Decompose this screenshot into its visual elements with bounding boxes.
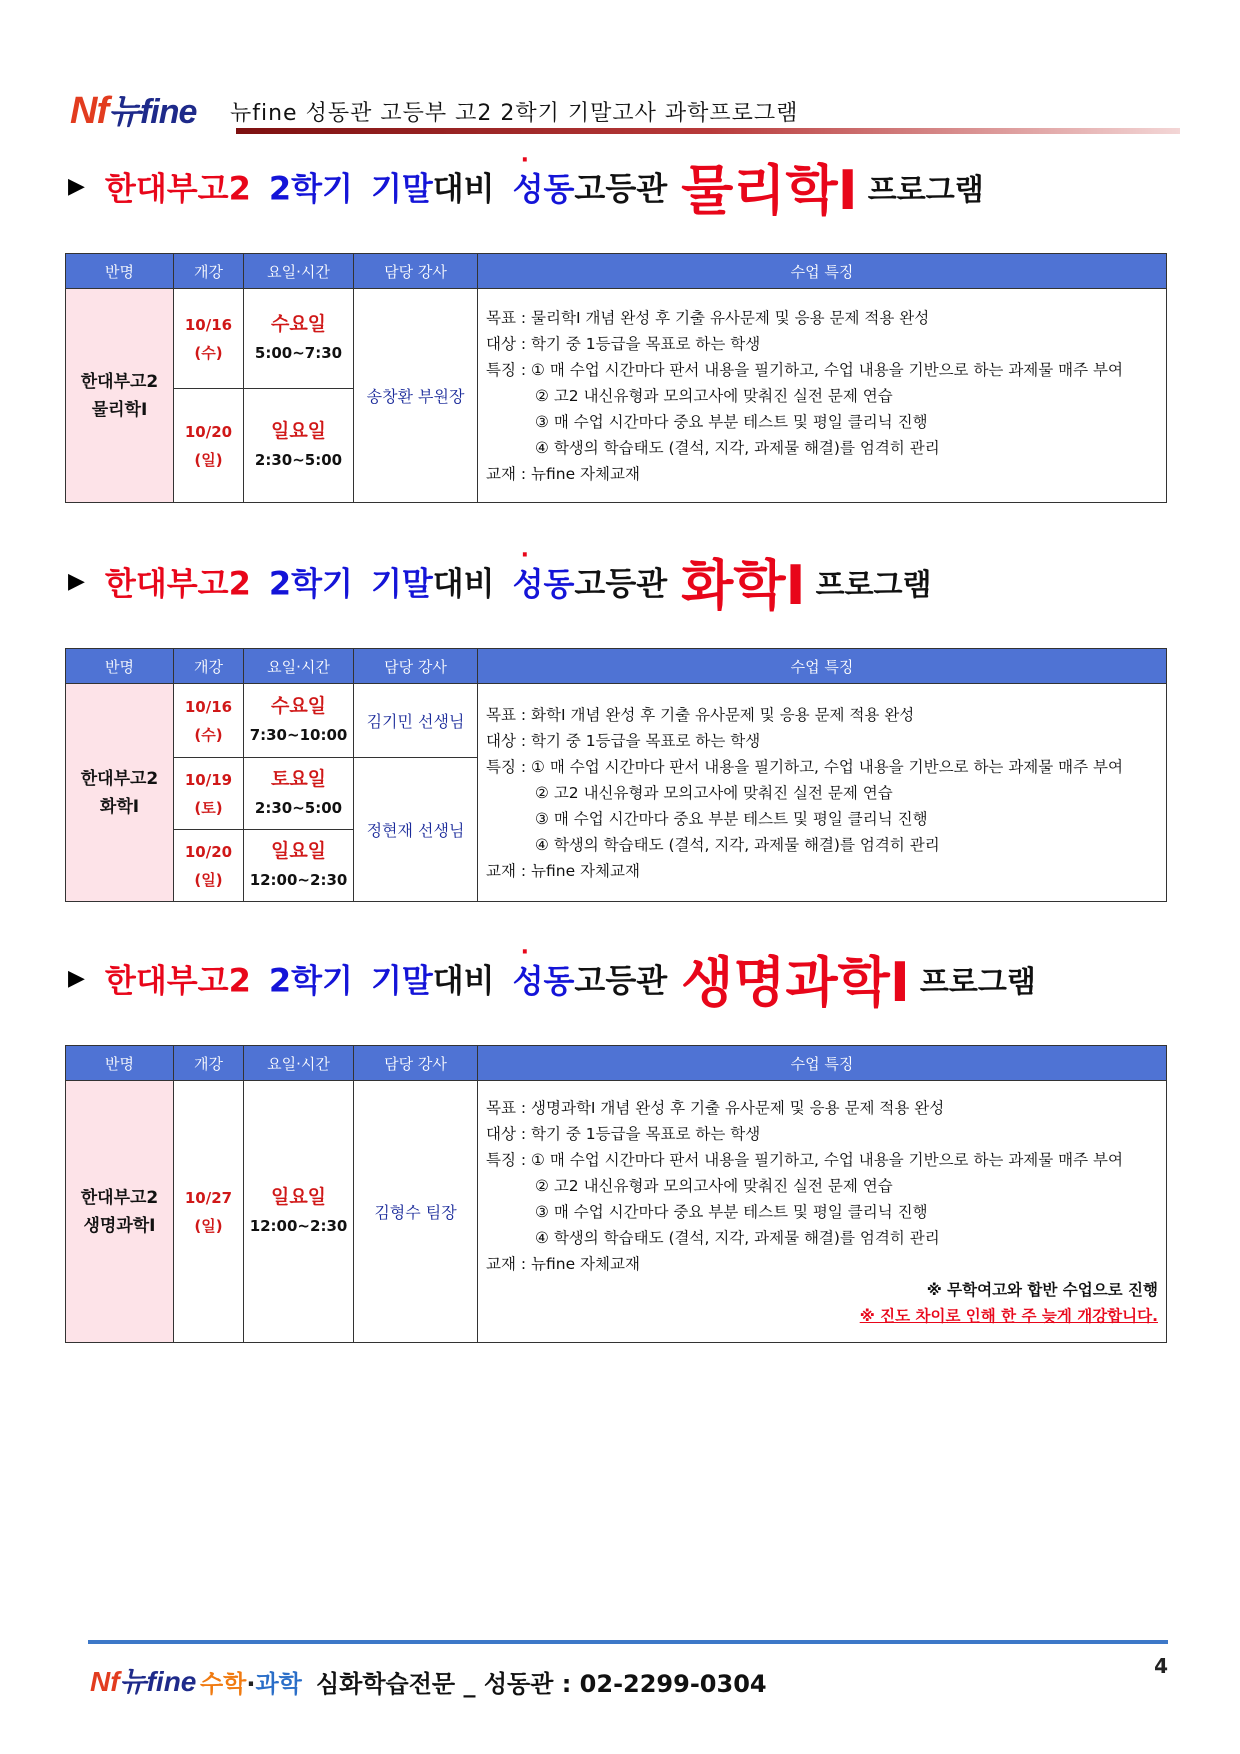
title-campus-a: 성동 — [512, 564, 575, 603]
schedule-table-biology — [65, 1045, 1167, 1343]
col-teacher: 담당 강사 — [354, 1046, 478, 1081]
teacher-name: 김형수 팀장 — [354, 1081, 478, 1343]
title-subject: 생명과학Ⅰ — [681, 951, 910, 1014]
triangle-right-icon: ▶ — [68, 966, 85, 991]
triangle-right-icon: ▶ — [68, 174, 85, 199]
feature-goal: 목표 : 생명과학Ⅰ 개념 완성 후 기출 유사문제 및 응용 문제 적용 완성 — [486, 1098, 945, 1117]
col-features: 수업 특징 — [478, 1046, 1167, 1081]
weekday: 일요일 — [270, 1186, 327, 1208]
title-period-b: 대비 — [432, 961, 495, 1000]
class-line1: 한대부고2 — [80, 1187, 159, 1208]
col-time: 요일·시간 — [244, 649, 354, 684]
col-teacher: 담당 강사 — [354, 254, 478, 289]
class-name — [66, 289, 174, 503]
col-class: 반명 — [66, 254, 174, 289]
feature-item: ② 고2 내신유형과 모의고사에 맞춰진 실전 문제 연습 — [535, 1176, 893, 1195]
time-range: 2:30~5:00 — [254, 799, 343, 817]
open-day: (수) — [194, 725, 223, 744]
title-period-a: 기말 — [370, 961, 433, 1000]
open-date — [174, 1081, 244, 1343]
logo-text: 뉴fine — [119, 1666, 197, 1697]
section-title-chemistry — [68, 543, 932, 617]
time-range: 7:30~10:00 — [249, 726, 348, 744]
title-term: 2학기 — [268, 564, 353, 603]
feature-item: 특징 : ① 매 수업 시간마다 판서 내용을 필기하고, 수업 내용을 기반으로 하는 과제물 매주 부여 — [486, 757, 1123, 776]
table-header-row — [66, 254, 1167, 289]
title-subject: 물리학Ⅰ — [681, 159, 858, 222]
logo-text: 뉴fine — [108, 93, 197, 131]
title-campus-a: 성동 — [512, 961, 575, 1000]
title-suffix: 프로그램 — [815, 567, 932, 603]
class-time — [244, 1081, 354, 1343]
table-header-row — [66, 649, 1167, 684]
class-line2: 물리학Ⅰ — [91, 399, 148, 420]
title-period-b: 대비 — [432, 564, 495, 603]
feature-item: 특징 : ① 매 수업 시간마다 판서 내용을 필기하고, 수업 내용을 기반으로 하는 과제물 매주 부여 — [486, 360, 1123, 379]
class-time — [244, 758, 354, 830]
feature-item: ② 고2 내신유형과 모의고사에 맞춰진 실전 문제 연습 — [535, 783, 893, 802]
feature-goal: 목표 : 물리학Ⅰ 개념 완성 후 기출 유사문제 및 응용 문제 적용 완성 — [486, 308, 930, 327]
open-day: (일) — [194, 450, 223, 469]
teacher-name: 김기민 선생님 — [354, 684, 478, 758]
col-class: 반명 — [66, 1046, 174, 1081]
title-suffix: 프로그램 — [867, 172, 984, 208]
class-line2: 화학Ⅰ — [99, 796, 140, 817]
schedule-table-chemistry — [65, 648, 1167, 902]
class-features — [478, 684, 1167, 902]
feature-item: 특징 : ① 매 수업 시간마다 판서 내용을 필기하고, 수업 내용을 기반으로 하는 과제물 매주 부여 — [486, 1150, 1123, 1169]
logo-mark: Nf — [70, 90, 109, 132]
class-features — [478, 1081, 1167, 1343]
table-row — [66, 1081, 1167, 1343]
table-row — [66, 684, 1167, 758]
time-range: 5:00~7:30 — [254, 344, 343, 362]
open-date — [174, 758, 244, 830]
col-open: 개강 — [174, 649, 244, 684]
open-date — [174, 830, 244, 902]
feature-item: ④ 학생의 학습태도 (결석, 지각, 과제물 해결)를 엄격히 관리 — [535, 1228, 940, 1247]
col-teacher: 담당 강사 — [354, 649, 478, 684]
title-term: 2학기 — [268, 961, 353, 1000]
footer-contact: 심화학습전문 _ 성동관 : 02-2299-0304 — [316, 1670, 767, 1698]
class-features — [478, 289, 1167, 503]
time-range: 2:30~5:00 — [254, 451, 343, 469]
title-campus-b: 고등관 — [574, 169, 668, 208]
tag-separator: · — [246, 1670, 256, 1698]
feature-item: ③ 매 수업 시간마다 중요 부분 테스트 및 평일 클리닉 진행 — [535, 412, 928, 431]
brand-logo — [70, 84, 196, 133]
open-day: (토) — [194, 798, 223, 817]
feature-item: ③ 매 수업 시간마다 중요 부분 테스트 및 평일 클리닉 진행 — [535, 1202, 928, 1221]
feature-goal: 목표 : 화학Ⅰ 개념 완성 후 기출 유사문제 및 응용 문제 적용 완성 — [486, 705, 915, 724]
weekday: 수요일 — [270, 695, 327, 717]
open-day: (일) — [194, 1216, 223, 1235]
note-late-start: ※ 진도 차이로 인해 한 주 늦게 개강합니다. — [859, 1306, 1158, 1325]
title-suffix: 프로그램 — [919, 964, 1036, 1000]
logo-mark: Nf — [90, 1666, 120, 1697]
time-range: 12:00~2:30 — [249, 871, 348, 889]
page-header — [70, 78, 1180, 138]
open-date — [174, 684, 244, 758]
class-time — [244, 684, 354, 758]
col-features: 수업 특징 — [478, 254, 1167, 289]
title-school: 한대부고2 — [104, 961, 251, 1000]
open-date-value: 10/16 — [184, 697, 233, 716]
title-period-a: 기말 — [370, 169, 433, 208]
col-class: 반명 — [66, 649, 174, 684]
feature-item: ③ 매 수업 시간마다 중요 부분 테스트 및 평일 클리닉 진행 — [535, 809, 928, 828]
table-header-row — [66, 1046, 1167, 1081]
feature-target: 대상 : 학기 중 1등급을 목표로 하는 학생 — [486, 731, 761, 750]
weekday: 토요일 — [270, 768, 327, 790]
note-joint-class: ※ 무학여고와 합반 수업으로 진행 — [926, 1280, 1158, 1299]
weekday: 일요일 — [270, 840, 327, 862]
col-time: 요일·시간 — [244, 1046, 354, 1081]
section-title-physics — [68, 148, 984, 222]
title-campus-a: 성동 — [512, 169, 575, 208]
class-time — [244, 389, 354, 503]
open-date-value: 10/16 — [184, 315, 233, 334]
title-term: 2학기 — [268, 169, 353, 208]
col-time: 요일·시간 — [244, 254, 354, 289]
open-date-value: 10/20 — [184, 842, 233, 861]
title-period-a: 기말 — [370, 564, 433, 603]
class-name — [66, 684, 174, 902]
open-date-value: 10/27 — [184, 1188, 233, 1207]
feature-book: 교재 : 뉴fine 자체교재 — [486, 464, 640, 483]
feature-target: 대상 : 학기 중 1등급을 목표로 하는 학생 — [486, 334, 761, 353]
footer-tag — [200, 1664, 302, 1699]
feature-target: 대상 : 학기 중 1등급을 목표로 하는 학생 — [486, 1124, 761, 1143]
open-date — [174, 289, 244, 389]
class-time — [244, 289, 354, 389]
feature-item: ② 고2 내신유형과 모의고사에 맞춰진 실전 문제 연습 — [535, 386, 893, 405]
title-subject: 화학Ⅰ — [681, 554, 806, 617]
table-row — [66, 289, 1167, 389]
open-date-value: 10/19 — [184, 770, 233, 789]
open-date — [174, 389, 244, 503]
teacher-name: 송창환 부원장 — [354, 289, 478, 503]
footer-divider — [88, 1640, 1168, 1644]
title-school: 한대부고2 — [104, 564, 251, 603]
feature-item: ④ 학생의 학습태도 (결석, 지각, 과제물 해결)를 엄격히 관리 — [535, 438, 940, 457]
col-open: 개강 — [174, 254, 244, 289]
feature-item: ④ 학생의 학습태도 (결석, 지각, 과제물 해결)를 엄격히 관리 — [535, 835, 940, 854]
header-divider — [236, 128, 1180, 134]
schedule-table-physics — [65, 253, 1167, 503]
class-line2: 생명과학Ⅰ — [83, 1215, 156, 1236]
title-campus-b: 고등관 — [574, 961, 668, 1000]
open-date-value: 10/20 — [184, 422, 233, 441]
title-period-b: 대비 — [432, 169, 495, 208]
weekday: 일요일 — [270, 420, 327, 442]
tag-science: 과학 — [255, 1670, 302, 1698]
time-range: 12:00~2:30 — [249, 1217, 348, 1235]
title-school: 한대부고2 — [104, 169, 251, 208]
weekday: 수요일 — [270, 313, 327, 335]
page-number: 4 — [1154, 1654, 1168, 1678]
class-name — [66, 1081, 174, 1343]
class-time — [244, 830, 354, 902]
teacher-name: 정현재 선생님 — [354, 758, 478, 902]
section-title-biology — [68, 940, 1036, 1014]
col-open: 개강 — [174, 1046, 244, 1081]
tag-math: 수학 — [200, 1670, 247, 1698]
footer-logo — [90, 1660, 196, 1700]
page-title: 뉴fine 성동관 고등부 고2 2학기 기말고사 과학프로그램 — [230, 101, 799, 126]
class-line1: 한대부고2 — [80, 768, 159, 789]
open-day: (일) — [194, 870, 223, 889]
open-day: (수) — [194, 343, 223, 362]
feature-book: 교재 : 뉴fine 자체교재 — [486, 861, 640, 880]
col-features: 수업 특징 — [478, 649, 1167, 684]
feature-book: 교재 : 뉴fine 자체교재 — [486, 1254, 640, 1273]
triangle-right-icon: ▶ — [68, 569, 85, 594]
title-campus-b: 고등관 — [574, 564, 668, 603]
class-line1: 한대부고2 — [80, 371, 159, 392]
